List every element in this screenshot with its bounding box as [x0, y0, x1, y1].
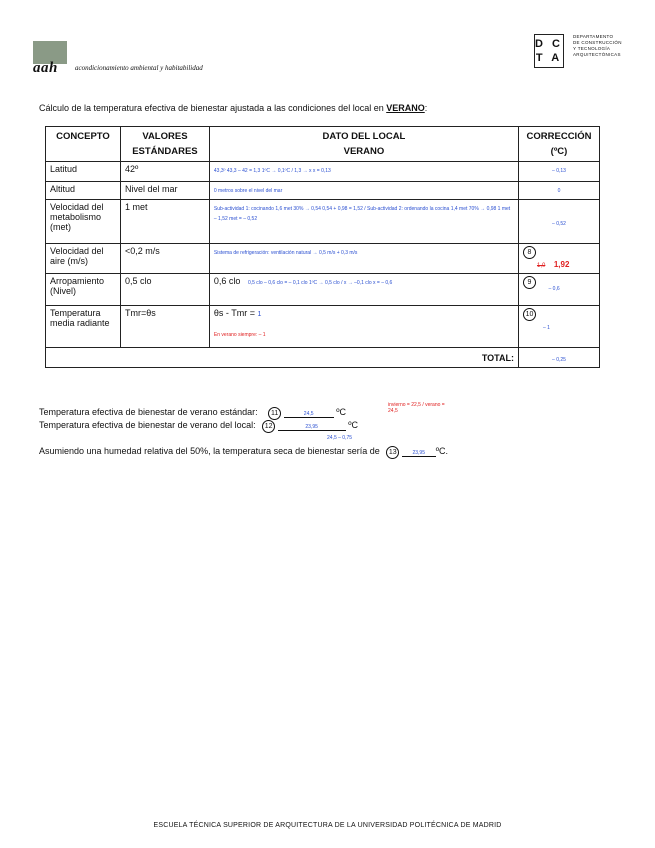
cell-dato — [209, 274, 518, 306]
result-value: 23,95 — [278, 424, 346, 431]
handwritten-note: Sub-actividad 1: cocinando 1,6 met 30% → 0,54 0,54 + 0,98 = 1,52 / Sub-actividad 2: ordenando la cocina 1,4 met 70% → 0,98 1 met – 1,52 met = – 0,52 — [213, 206, 511, 222]
total-label: TOTAL: — [46, 348, 519, 368]
dept-line: ARQUITECTÓNICAS — [573, 52, 621, 57]
table-row — [46, 162, 600, 182]
cell-dato — [209, 244, 518, 274]
intro-sentence: Cálculo de la temperatura efectiva de bienestar ajustada a las condiciones del local en — [39, 103, 387, 113]
cell-correccion — [519, 306, 600, 348]
correction-value: 0 — [557, 188, 561, 194]
result-unit: ºC — [348, 420, 358, 430]
cell-concepto: Arropamiento (Nivel) — [46, 274, 121, 306]
aah-logo-text: aah — [33, 60, 58, 76]
table-row — [46, 306, 600, 348]
correction-value: – 0,6 — [548, 286, 560, 292]
cell-correccion — [519, 274, 600, 306]
page-footer: ESCUELA TÉCNICA SUPERIOR DE ARQUITECTURA DE LA UNIVERSIDAD POLITÉCNICA DE MADRID — [153, 822, 502, 829]
item-number: 13 — [386, 446, 399, 459]
table-row — [46, 182, 600, 200]
result-note-1: invierno = 22,5 / verano = 24,5 — [388, 402, 445, 414]
handwritten-note: 0 metros sobre el nivel del mar — [213, 188, 283, 194]
item-number: 10 — [523, 308, 536, 321]
handwritten-note: En verano siempre: – 1 — [213, 332, 266, 338]
cell-valor: <0,2 m/s — [120, 244, 209, 274]
result-unit: ºC. — [435, 446, 449, 456]
table-row — [46, 200, 600, 244]
dept-line: Y TECNOLOGÍA — [573, 46, 611, 51]
cell-valor: 0,5 clo — [120, 274, 209, 306]
cell-concepto: Velocidad del aire (m/s) — [46, 244, 121, 274]
item-number: 8 — [523, 246, 536, 259]
cell-correccion — [519, 182, 600, 200]
result-line-1 — [39, 407, 346, 420]
cell-valor: Tmr=θs — [120, 306, 209, 348]
item-number: 11 — [268, 407, 281, 420]
table-row — [46, 274, 600, 306]
correction-table — [45, 126, 600, 368]
dept-line: DE CONSTRUCCIÓN — [573, 40, 622, 45]
result-line-3 — [39, 446, 448, 459]
cell-concepto: Velocidad del metabolismo (met) — [46, 200, 121, 244]
cell-correccion — [519, 244, 600, 274]
item-number: 12 — [262, 420, 275, 433]
header-correccion: CORRECCIÓN (ºC) — [519, 127, 600, 162]
total-value: – 0,25 — [519, 348, 600, 368]
cell-dato — [209, 306, 518, 348]
intro-season: VERANO — [386, 103, 425, 113]
result-unit: ºC — [336, 407, 346, 417]
handwritten-note: 0,5 clo – 0,6 clo = – 0,1 clo 1ºC → 0,5 clo / x → –0,1 clo x = – 0,6 — [247, 280, 393, 286]
table-row — [46, 244, 600, 274]
item-number: 9 — [523, 276, 536, 289]
typed-value: 0,6 clo — [213, 276, 241, 286]
dcta-logo: D C T A — [534, 34, 564, 68]
result-note-2: 24,5 – 0,75 — [327, 435, 353, 441]
cell-valor: 42º — [120, 162, 209, 182]
correction-value: – 0,13 — [552, 168, 566, 174]
result-line-2 — [39, 420, 358, 433]
result-value: 24,5 — [284, 411, 334, 418]
cell-dato — [209, 162, 518, 182]
dept-line: DEPARTAMENTO — [573, 34, 614, 39]
handwritten-note: 43,3º 43,3 – 42 = 1,3 1ºC → 0,1ºC / 1,3 → x x = 0,13 — [213, 168, 331, 174]
result-label: Temperatura efectiva de bienestar de verano del local: — [39, 420, 256, 430]
table-header-row — [46, 127, 600, 162]
result-value: 23,95 — [402, 450, 436, 457]
cell-correccion — [519, 200, 600, 244]
correction-value: – 1 — [543, 325, 550, 331]
cell-valor: 1 met — [120, 200, 209, 244]
cell-valor: Nivel del mar — [120, 182, 209, 200]
handwritten-note: Sistema de refrigeración: ventilación natural → 0,5 m/s + 0,3 m/s — [213, 250, 358, 256]
header-valores: VALORES ESTÁNDARES — [120, 127, 209, 162]
correction-value: 1,92 — [553, 260, 570, 269]
correction-value: – 0,52 — [552, 220, 566, 227]
typed-value: θs - Tmr = — [213, 308, 258, 318]
cell-concepto: Latitud — [46, 162, 121, 182]
cell-correccion — [519, 162, 600, 182]
cell-concepto: Altitud — [46, 182, 121, 200]
struck-value: 1,0 — [537, 263, 546, 269]
handwritten-value: 1 — [257, 311, 262, 318]
cell-dato — [209, 182, 518, 200]
header-dato-local: DATO DEL LOCAL VERANO — [209, 127, 518, 162]
header-concepto: CONCEPTO — [46, 127, 121, 162]
intro-suffix: : — [424, 103, 428, 113]
total-row — [46, 348, 600, 368]
aah-logo-subtitle: acondicionamiento ambiental y habitabilidad — [75, 64, 203, 72]
department-name — [573, 34, 622, 58]
intro-text — [39, 103, 427, 113]
result-label: Temperatura efectiva de bienestar de verano estándar: — [39, 407, 258, 417]
result-label: Asumiendo una humedad relativa del 50%, la temperatura seca de bienestar sería de — [39, 446, 380, 456]
cell-concepto: Temperatura media radiante — [46, 306, 121, 348]
cell-dato — [209, 200, 518, 244]
